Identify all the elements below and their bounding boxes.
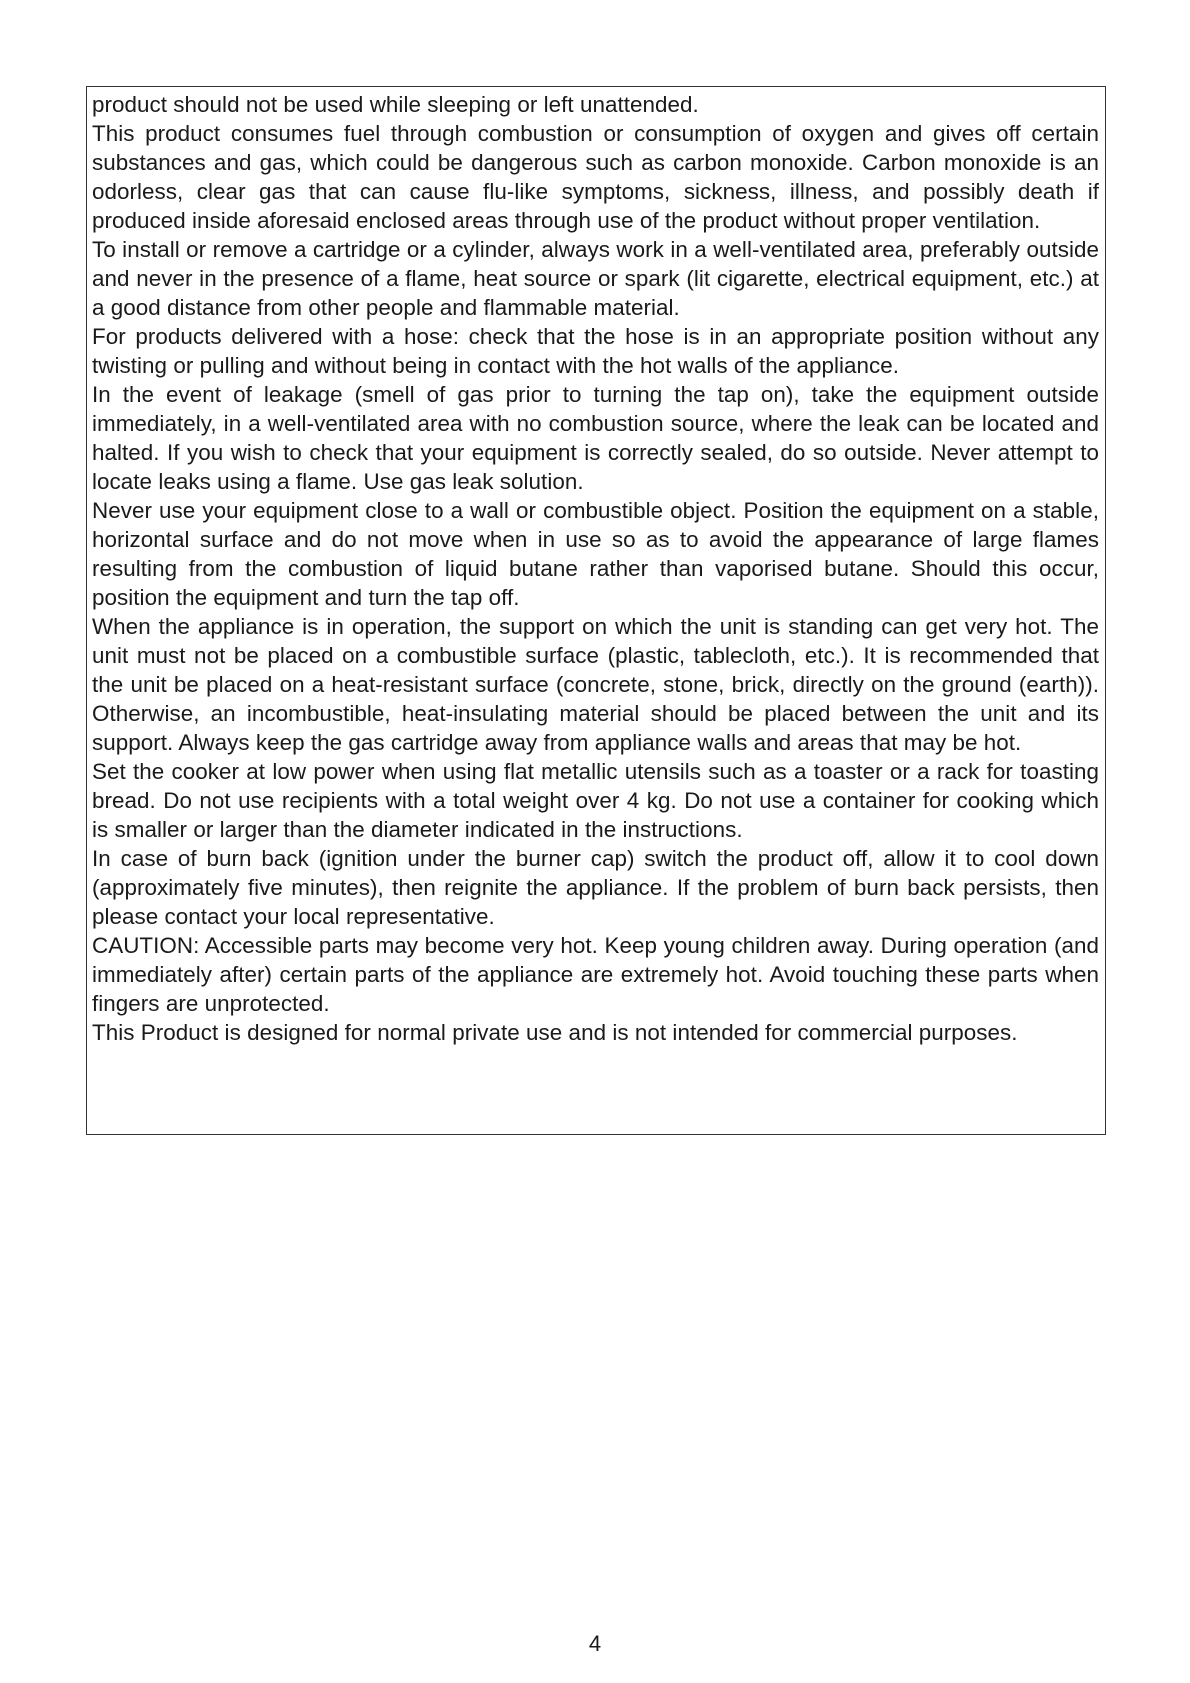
paragraph-carbon-monoxide: This product consumes fuel through combustion or consumption of oxygen and gives off certain substances and gas, which could be dangerous such as carbon monoxide. Carbon monoxide is an odorless, clear gas that can cause flu-like symptoms, sickness, illness, and possibly death if produced inside aforesaid enclosed areas through use of the product without proper ventilation.	[92, 121, 1099, 233]
paragraph-burn-back: In case of burn back (ignition under the burner cap) switch the product off, allow it to cool down (approximately five minutes), then reignite the appliance. If the problem of burn back persists, then please contact your local representative.	[92, 846, 1099, 929]
safety-notice-box	[86, 86, 1106, 1135]
paragraph-cartridge-install: To install or remove a cartridge or a cylinder, always work in a well-ventilated area, preferably outside and never in the presence of a flame, heat source or spark (lit cigarette, electrical equipment, etc.) at a good distance from other people and flammable material.	[92, 237, 1099, 320]
paragraph-hot-support: When the appliance is in operation, the support on which the unit is standing can get very hot. The unit must not be placed on a combustible surface (plastic, tablecloth, etc.). It is recommended that the unit be placed on a heat-resistant surface (concrete, stone, brick, directly on the ground (earth)). Otherwise, an incombustible, heat-insulating material should be placed between the unit and its support. Always keep the gas cartridge away from appliance walls and areas that may be hot.	[92, 614, 1099, 755]
paragraph-unattended-use: product should not be used while sleeping or left unattended.	[92, 92, 699, 117]
paragraph-private-use: This Product is designed for normal private use and is not intended for commercial purposes.	[92, 1020, 1018, 1045]
page-number: 4	[588, 1631, 602, 1656]
paragraph-low-power: Set the cooker at low power when using flat metallic utensils such as a toaster or a rack for toasting bread. Do not use recipients with a total weight over 4 kg. Do not use a container for cooking which is smaller or larger than the diameter indicated in the instructions.	[92, 759, 1099, 842]
paragraph-gas-leakage: In the event of leakage (smell of gas prior to turning the tap on), take the equipment outside immediately, in a well-ventilated area with no combustion source, where the leak can be located and halted. If you wish to check that your equipment is correctly sealed, do so outside. Never attempt to locate leaks using a flame. Use gas leak solution.	[92, 382, 1099, 494]
paragraph-hose-position: For products delivered with a hose: check that the hose is in an appropriate position without any twisting or pulling and without being in contact with the hot walls of the appliance.	[92, 324, 1099, 378]
paragraph-placement: Never use your equipment close to a wall or combustible object. Position the equipment on a stable, horizontal surface and do not move when in use so as to avoid the appearance of large flames resulting from the combustion of liquid butane rather than vaporised butane. Should this occur, position the equipment and turn the tap off.	[92, 498, 1099, 610]
paragraph-caution: CAUTION: Accessible parts may become very hot. Keep young children away. During operation (and immediately after) certain parts of the appliance are extremely hot. Avoid touching these parts when fingers are unprotected.	[92, 933, 1099, 1016]
